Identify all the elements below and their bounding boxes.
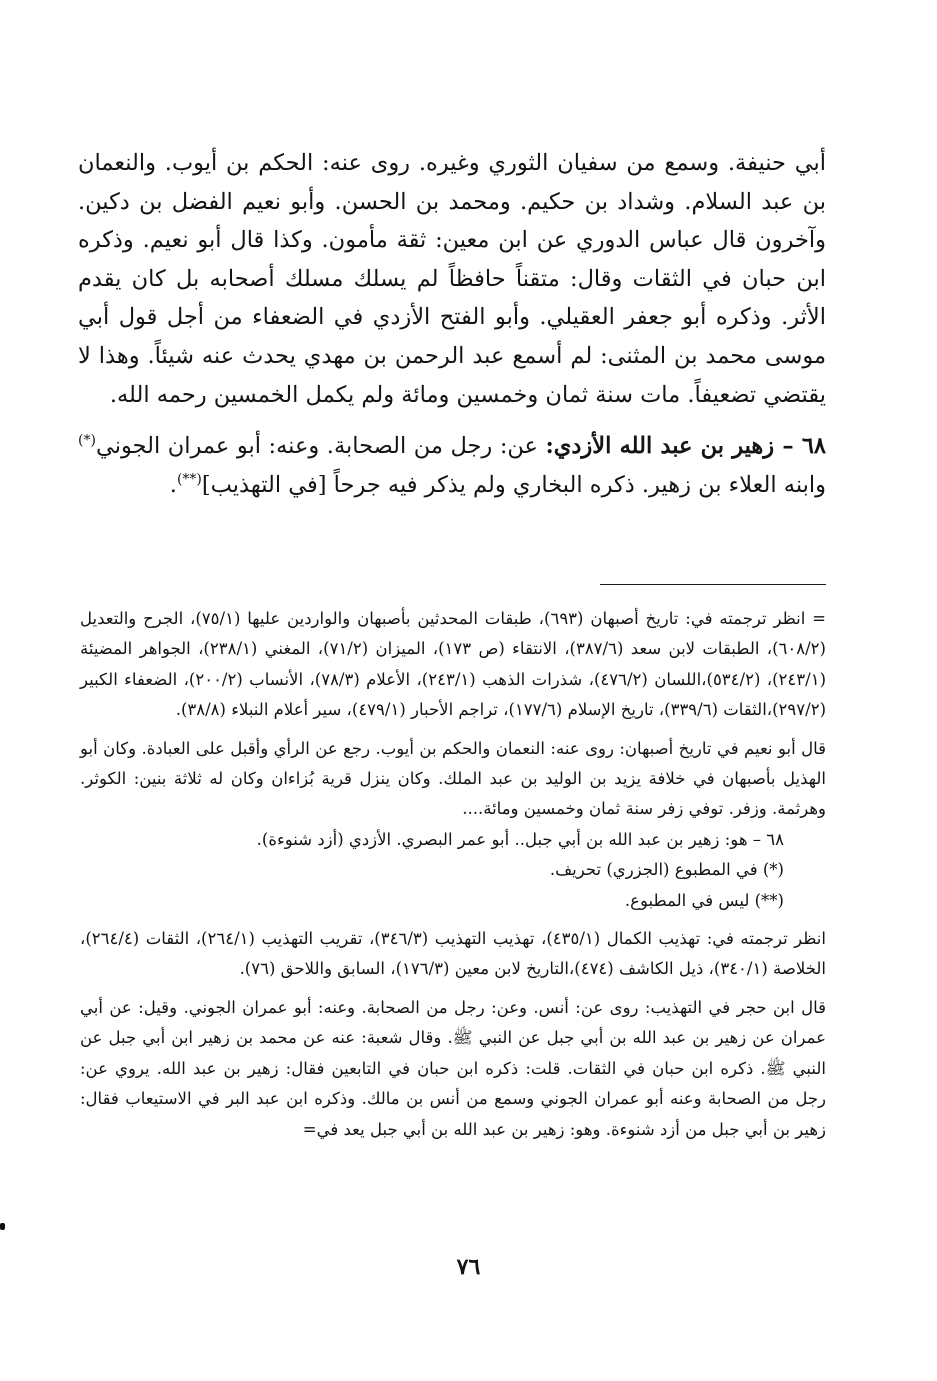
entry-end: . <box>169 471 177 498</box>
footnote-entry-68: ٦٨ – هو: زهير بن عبد الله بن أبي جبل.. أبو عمر البصري. الأزدي (أزد شنوءة). <box>256 829 784 849</box>
footnote-single-mark: (*) في المطبوع (الجزري) تحريف. <box>549 860 784 880</box>
entry-68-paragraph <box>78 427 826 504</box>
footnote-ibn-hajar: قال ابن حجر في التهذيب: روى عن: أنس. وعن: رجل من الصحابة. وعنه: أبو عمران الجوني. وقيل: عن أبي عمران عن زهير بن عبد الله بن أبي جبل عن النبي ﷺ. وقال شعبة: عنه عن محمد بن زهير ابن أبي جبل عن النبي ﷺ. ذكره ابن حبان في الثقات. قلت: ذكره ابن حبان في التابعين فقال: زهير بن عبد الله. يروي عن: رجل من الصحابة وعنه أبو عمران الجوني وسمع من أنس بن مالك. وذكره ابن عبد البر في الاستيعاب فقال: زهير بن أبي جبل من أزد شنوءة. وهو: زهير بن عبد الله بن أبي جبل يعد في= <box>80 997 826 1139</box>
footnote-sources-2: انظر ترجمته في: تهذيب الكمال (٤٣٥/١)، تهذيب التهذيب (٣٤٦/٣)، تقريب التهذيب (٢٦٤/١)، الثقات (٢٦٤/٤)، الخلاصة (٣٤٠/١)، ذيل الكاشف (٤٧٤)،التاريخ لابن معين (١٧٦/٣)، السابق واللاحق (٧٦). <box>80 929 826 979</box>
entry-heading: ٦٨ – زهير بن عبد الله الأزدي: <box>545 433 826 460</box>
footnote-divider <box>600 584 826 585</box>
footnote-sources-1: = انظر ترجمته في: تاريخ أصبهان (٦٩٣)، طبقات المحدثين بأصبهان والواردين عليها (٧٥/١)، الجرح والتعديل (٦٠٨/٢)، الطبقات لابن سعد (٣٨٧/٦)، الانتقاء (ص ١٧٣)، الميزان (٧١/٢)، المغني (٢٣٨/١)، الجواهر المضيئة (٢٤٣/١)، (٥٣٤/٢)،اللسان (٤٧٦/٢)، شذرات الذهب (٢٤٣/١)، الأعلام (٧٨/٣)، الأنساب (٢٠٠/٢)، الضعفاء الكبير (٢٩٧/٢)،الثقات (٣٣٩/٦)، تاريخ الإسلام (١٧٧/٦)، تراجم الأحبار (٤٧٩/١)، سير أعلام النبلاء (٣٨/٨). <box>80 609 826 720</box>
main-text <box>78 144 826 504</box>
footnotes <box>80 604 826 1145</box>
footnote-double-mark: (**) ليس في المطبوع. <box>624 890 784 910</box>
scan-mark <box>0 1223 5 1230</box>
entry-text-part-2: وابنه العلاء بن زهير. ذكره البخاري ولم يذكر فيه جرحاً [في التهذيب] <box>201 471 826 498</box>
footnote-abu-nuaym: قال أبو نعيم في تاريخ أصبهان: روى عنه: النعمان والحكم بن أيوب. رجع عن الرأي وأقبل على العبادة. وكان أبو الهذيل بأصبهان في خلافة يزيد بن الوليد بن عبد الملك. وكان ينزل قرية بُزاءان وكان له ثلاثة بنين: الكوثر. وهرثمة. وزفر. توفي زفر سنة ثمان وخمسين ومائة.... <box>80 738 826 819</box>
page-number: ٧٦ <box>456 1254 481 1280</box>
footnote-mark-single: (*) <box>78 432 96 449</box>
entry-text-part-1: عن: رجل من الصحابة. وعنه: أبو عمران الجوني <box>95 433 546 460</box>
footnote-mark-double: (**) <box>176 471 202 488</box>
bio-paragraph: أبي حنيفة. وسمع من سفيان الثوري وغيره. روى عنه: الحكم بن أيوب. والنعمان بن عبد السلام. وشداد بن حكيم. ومحمد بن الحسن. وأبو نعيم الفضل بن دكين. وآخرون قال عباس الدوري عن ابن معين: ثقة مأمون. وكذا قال أبو نعيم. وذكره ابن حبان في الثقات وقال: متقناً حافظاً لم يسلك مسلك أصحابه بل كان يقدم الأثر. وذكره أبو جعفر العقيلي. وأبو الفتح الأزدي في الضعفاء من أجل قول أبي موسى محمد بن المثنى: لم أسمع عبد الرحمن بن مهدي يحدث عنه شيئاً. وهذا لا يقتضي تضعيفاً. مات سنة ثمان وخمسين ومائة ولم يكمل الخمسين رحمه الله. <box>78 150 826 408</box>
